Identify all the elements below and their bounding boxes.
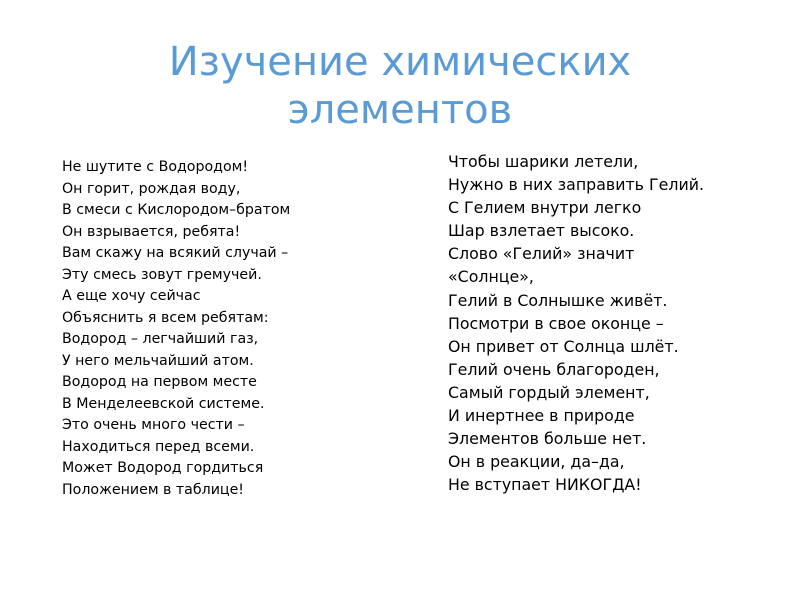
poem-line: Он в реакции, да–да, [448,452,625,472]
slide-title [0,38,800,134]
title-line-2: элементов [287,87,513,133]
poem-line: И инертнее в природе [448,406,635,426]
poem-line: Нужно в них заправить Гелий. [448,175,704,195]
poem-line: Гелий очень благороден, [448,359,660,379]
poem-line: Вам скажу на всякий случай – [62,245,289,261]
poem-line: Элементов больше нет. [448,429,647,449]
poem-line: Он горит, рождая воду, [62,180,241,197]
poem-line: Не вступает НИКОГДА! [448,475,642,495]
poem-line: Чтобы шарики летели, [448,152,639,171]
poem-line: В смеси с Кислородом–братом [62,202,291,218]
poem-line: Он привет от Солнца шлёт. [448,336,679,356]
poem-line: Самый гордый элемент, [448,382,650,402]
poem-line: Он взрывается, ребята! [62,223,241,240]
poem-line: Не шутите с Водородом! [62,159,249,175]
poem-line: Слово «Гелий» значит [448,244,635,264]
poem-line: Находиться перед всеми. [62,438,255,455]
poem-line: Шар взлетает высоко. [448,221,635,241]
poem-line: Водород на первом месте [62,374,257,390]
poem-line: «Солнце», [448,267,534,287]
poem-line: Эту смесь зовут гремучей. [62,266,262,283]
poem-line: У него мельчайший атом. [62,352,254,369]
poem-helium [448,150,788,496]
poem-line: Гелий в Солнышке живёт. [448,290,668,310]
poem-line: В Менделеевской системе. [62,395,265,412]
poem-line: А еще хочу сейчас [62,288,201,304]
poem-line: Водород – легчайший газ, [62,331,259,347]
poem-line: Посмотри в свое оконце – [448,313,664,333]
poem-line: Может Водород гордиться [62,460,264,476]
poem-line: С Гелием внутри легко [448,198,642,218]
poem-hydrogen [62,157,392,501]
poem-line: Объяснить я всем ребятам: [62,309,269,326]
poem-line: Положением в таблице! [62,481,244,498]
title-line-1: Изучение химических [168,39,632,85]
poem-line: Это очень много чести – [62,417,245,433]
